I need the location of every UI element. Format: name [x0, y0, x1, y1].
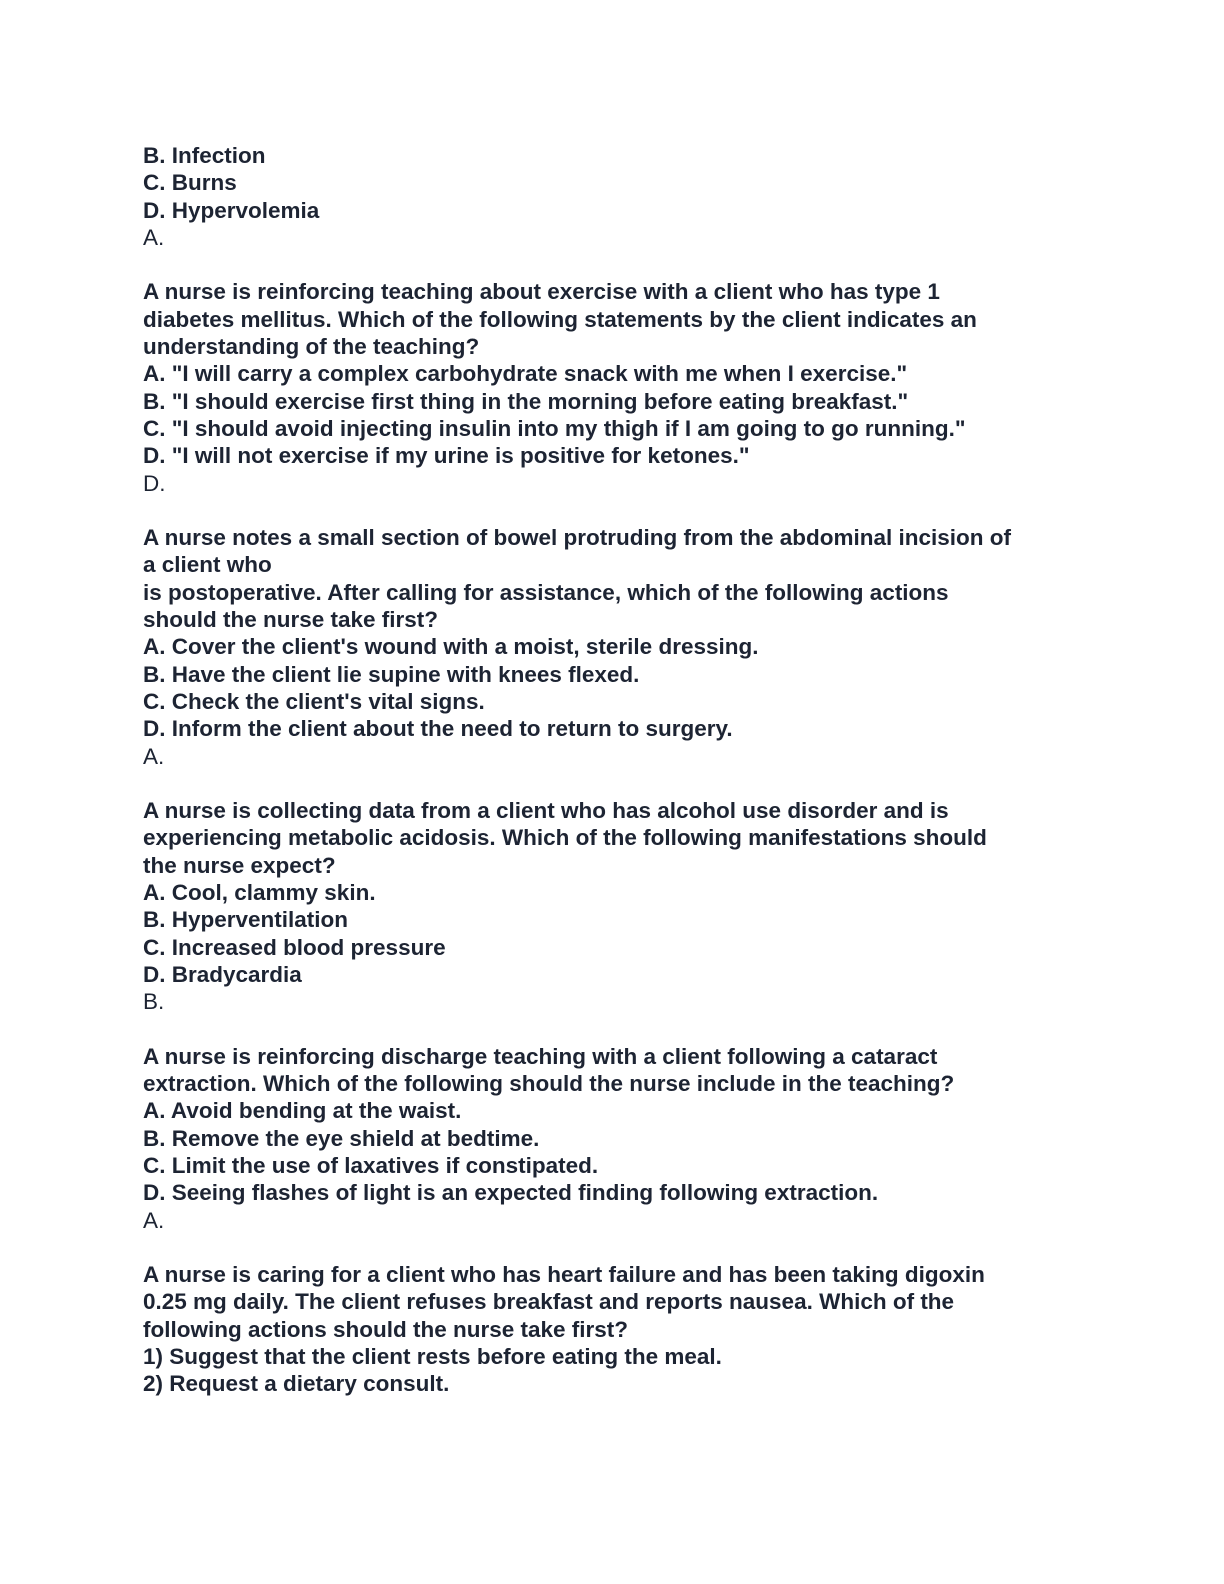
correct-answer: D.: [143, 470, 166, 496]
question-fragment: [143, 142, 1083, 251]
answer-option: B. Infection: [143, 143, 266, 168]
answer-option: C. Burns: [143, 170, 237, 196]
answer-option: B. Hyperventilation: [143, 907, 349, 933]
answer-option: C. Increased blood pressure: [143, 934, 446, 960]
answer-option: D. Inform the client about the need to return to surgery.: [143, 716, 733, 742]
answer-option: B. Have the client lie supine with knees flexed.: [143, 661, 640, 687]
answer-option: C. "I should avoid injecting insulin into my thigh if I am going to go running.": [143, 415, 966, 441]
answer-option: A. "I will carry a complex carbohydrate snack with me when I exercise.": [143, 361, 908, 387]
question-block: [143, 278, 1083, 496]
question-block: [143, 1043, 1083, 1234]
question-stem-line: the nurse expect?: [143, 852, 336, 878]
correct-answer: A.: [143, 743, 165, 769]
question-stem-line: extraction. Which of the following should the nurse include in the teaching?: [143, 1071, 955, 1097]
correct-answer: B.: [143, 989, 165, 1015]
question-stem-line: A nurse is reinforcing discharge teaching with a client following a cataract: [143, 1043, 938, 1069]
answer-option: D. Seeing flashes of light is an expected finding following extraction.: [143, 1180, 879, 1206]
answer-option: 1) Suggest that the client rests before eating the meal.: [143, 1344, 722, 1370]
answer-option: D. Hypervolemia: [143, 197, 320, 223]
question-stem-line: experiencing metabolic acidosis. Which of the following manifestations should: [143, 825, 987, 851]
question-stem-line: A nurse is reinforcing teaching about exercise with a client who has type 1: [143, 279, 940, 305]
question-stem-line: A nurse is collecting data from a client who has alcohol use disorder and is: [143, 798, 949, 824]
question-stem-line: diabetes mellitus. Which of the following statements by the client indicates an: [143, 306, 977, 332]
question-stem-line: understanding of the teaching?: [143, 334, 480, 360]
question-block: [143, 524, 1083, 770]
question-stem-line: following actions should the nurse take first?: [143, 1316, 629, 1342]
question-block: [143, 797, 1083, 1015]
answer-option: 2) Request a dietary consult.: [143, 1371, 450, 1397]
answer-option: D. "I will not exercise if my urine is positive for ketones.": [143, 443, 750, 469]
document-page: [143, 142, 1083, 1398]
correct-answer: A.: [143, 1207, 165, 1233]
answer-option: B. Remove the eye shield at bedtime.: [143, 1125, 540, 1151]
answer-option: B. "I should exercise first thing in the morning before eating breakfast.": [143, 388, 909, 414]
answer-option: D. Bradycardia: [143, 961, 302, 987]
question-stem-line: A nurse is caring for a client who has heart failure and has been taking digoxin: [143, 1262, 985, 1288]
answer-option: C. Check the client's vital signs.: [143, 688, 485, 714]
question-stem-line: is postoperative. After calling for assistance, which of the following actions: [143, 579, 949, 605]
question-block: [143, 1261, 1083, 1397]
answer-option: A. Avoid bending at the waist.: [143, 1098, 462, 1124]
question-stem-line: 0.25 mg daily. The client refuses breakfast and reports nausea. Which of the: [143, 1289, 955, 1315]
question-stem-line: A nurse notes a small section of bowel protruding from the abdominal incision of: [143, 525, 1011, 551]
question-stem-line: should the nurse take first?: [143, 607, 439, 633]
question-stem-line: a client who: [143, 552, 272, 578]
answer-option: A. Cover the client's wound with a moist, sterile dressing.: [143, 634, 759, 660]
correct-answer: A.: [143, 224, 165, 250]
answer-option: A. Cool, clammy skin.: [143, 880, 376, 906]
answer-option: C. Limit the use of laxatives if constipated.: [143, 1152, 599, 1178]
